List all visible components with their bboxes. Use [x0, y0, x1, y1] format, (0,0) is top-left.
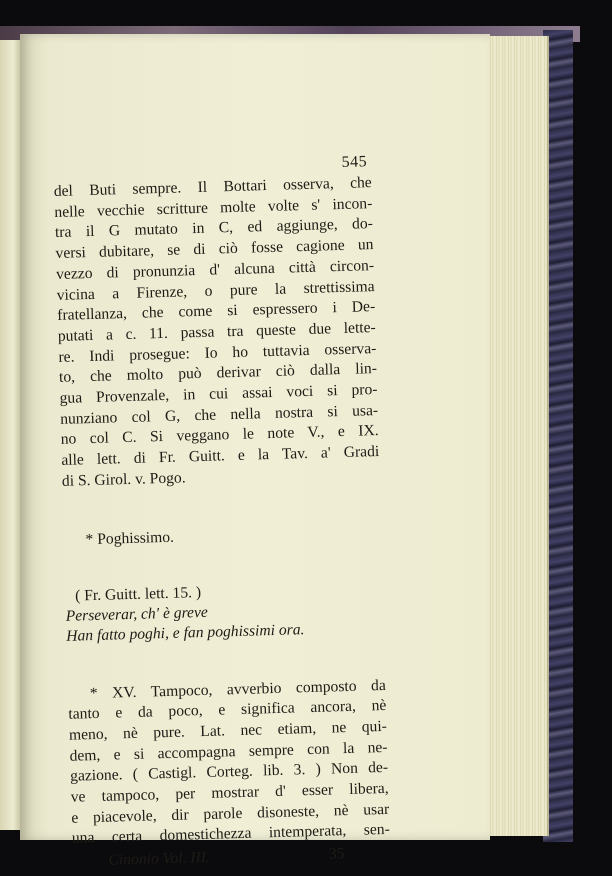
text-line: e piacevole, dir parole disoneste, nè usar	[71, 800, 390, 827]
text-line: alle lett. di Fr. Guitt. e la Tav. a' Gradi	[61, 443, 380, 470]
left-page-edge	[0, 40, 22, 830]
text-line: fratellanza, che come si espressero i De-	[57, 298, 376, 325]
text-line: no col C. Si veggano le note V., e IX.	[60, 422, 379, 449]
page-stack-edges	[485, 36, 549, 836]
text-line: vicina a Firenze, o pure la strettissima	[56, 277, 375, 304]
text-line: del Buti sempre. Il Bottari osserva, che	[53, 174, 372, 200]
text-line: vezzo di pronunzia d' alcuna città circon-	[55, 256, 375, 283]
quotation-line-text: Perseverar, ch' è greve	[65, 603, 209, 625]
quotation-line-text: Han fatto poghi, e fan poghissimi ora.	[65, 620, 305, 645]
book-page	[20, 34, 490, 869]
printer-signature: Cinonio Vol. III.	[108, 849, 211, 869]
text-line: re. Indi prosegue: Io ho tuttavia osserva-	[58, 339, 377, 366]
text-line: nelle vecchie scritture molte volte s' incon-	[54, 194, 373, 221]
text-line: gazione. ( Castigl. Corteg. lib. 3. ) Non de-	[69, 759, 389, 786]
page-text-block	[53, 153, 391, 872]
entry-headword: * Poghissimo.	[85, 528, 175, 548]
text-line: to, che molto può derivar ciò dalla lin-	[58, 360, 378, 387]
text-line: una certa domestichezza intemperata, sen-	[71, 821, 391, 848]
page-number: 545	[341, 153, 368, 171]
text-line: meno, nè pure. Lat. nec etiam, ne qui-	[68, 717, 388, 744]
text-line: * XV. Tampoco, avverbio composto da	[89, 676, 386, 702]
text-line: putati a c. 11. passa tra queste due lette-	[57, 318, 376, 345]
text-line: versi dubitare, se di ciò fosse cagione un	[55, 236, 374, 263]
sheet-number: 35	[328, 845, 345, 863]
text-line: ve tampoco, per mostrar d' esser libera,	[70, 779, 389, 806]
text-line: gua Provenzale, in cui assai voci si pro-	[59, 381, 378, 407]
text-line: tanto e da poco, e significa ancora, nè	[68, 697, 387, 724]
text-line: di S. Girol. v. Pogo.	[61, 469, 186, 490]
quotation-block	[65, 578, 385, 647]
text-line: tra il G mutato in C, ed aggiunge, do-	[54, 215, 374, 242]
entry-tampoco	[68, 675, 391, 849]
text-line: dem, e si accompagna sempre con la ne-	[69, 738, 388, 765]
paragraph-continuation	[54, 173, 381, 492]
text-line: nunziano col G, che nella nostra si usa-	[59, 401, 379, 428]
quotation-reference: ( Fr. Guitt. lett. 15. )	[74, 583, 202, 605]
